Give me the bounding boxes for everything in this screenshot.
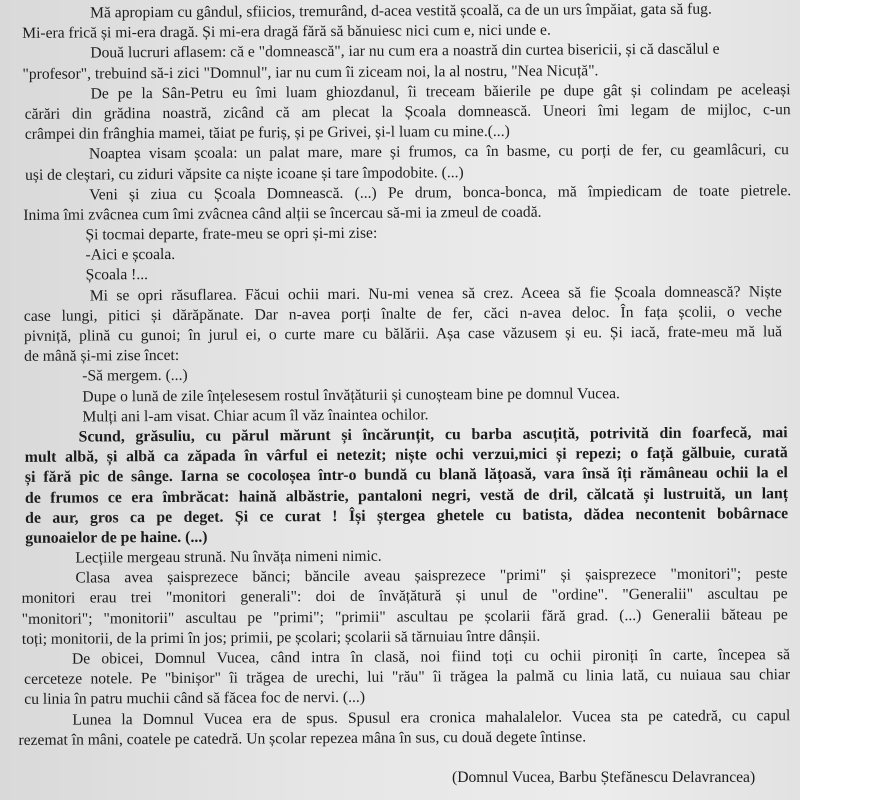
text-line: și fără pic de sânge. Iarna se cocoloșea într-o bundă cu blană lățoasă, vara însă îți rămâneau ochii la el — [24, 464, 788, 487]
text-line: cărări din grădina noastră, zicând că am plecat la Școala domnească. Uneori îmi legam de mijloc, c-un — [24, 101, 791, 123]
text-line: Noaptea visam școala: un palat mare, mare și frumos, ca în basme, cu porți de fer, cu geamlâcuri, cu — [88, 141, 789, 163]
text-line: Mă apropiam cu gândul, sfiicios, tremurând, d-acea vestită școală, ca de un urs împăiat, gata să fug. — [90, 0, 712, 22]
text-line: Mi se opri răsuflarea. Făcui ochii mari. Nu-mi venea să crez. Aceea să fie Școala domnească? Niște — [89, 282, 782, 305]
text-line: "monitori"; "monitorii" ascultau pe "primi"; "primii" ascultau pe școlarii fără grad. (...) Generalii băteau pe — [21, 605, 788, 628]
text-line: Mi-era frică și mi-era dragă. Și mi-era dragă fără să bănuiesc nici cum e, nici unde e. — [22, 21, 551, 43]
text-line: De pe la Sân-Petru eu îmi luam ghiozdanul, îi treceam băierile pe dupe gât și colindam pe aceleași — [90, 80, 791, 103]
text-line: crâmpei din frânghia mamei, tăiat pe furiș, și pe Grivei, și-l luam cu mine.(...) — [24, 123, 510, 143]
text-line: Mulți ani l-am visat. Chiar acum îl văz înaintea ochilor. — [82, 406, 429, 426]
text-line: -Aici e școala. — [85, 246, 176, 264]
text-line: Scund, grăsuliu, cu părul mărunt și încărunțit, cu barba ascuțită, potrivită din foarfecă, mai — [78, 424, 788, 446]
text-line: de frumos ce era îmbrăcat: haină albăstrie, pantaloni negri, vestă de dril, călcată și lustruită, un lanț — [24, 484, 789, 507]
text-line: mult albă, și albă ca zăpada în vârful ei netezit; niște ochi verzui,mici și repezi; o față gălbuie, curată — [24, 444, 788, 466]
text-line: Și tocmai departe, frate-meu se opri și-mi zise: — [85, 224, 378, 244]
text-line: rezemat în mâni, coatele pe catedră. Un școlar repezea mâna în sus, cu două degete întinse. — [18, 728, 587, 749]
text-line: Veni și ziua cu Școala Domnească. (...) Pe drum, bonca-bonca, mă împiedicam de toate pietrele. — [89, 181, 792, 204]
text-line: pivniță, plină cu gunoi; în jurul ei, o curte mare cu bălării. Așa case văzusem și eu. Și iacă, frate-meu mă luă — [23, 323, 783, 345]
text-line: uși de cleștari, cu ziduri văpsite ca niște icoane și tare împodobite. (...) — [24, 163, 464, 184]
source-citation: (Domnul Vucea, Barbu Ștefănescu Delavrancea) — [452, 769, 756, 786]
text-line: cerceteze notele. Pe "binișor" îi trăgea de urechi, lui "rău" îi trăgea la palmă cu linia lată, cu nuiaua sau chiar — [24, 666, 791, 689]
text-line: "profesor", trebuind să-i zici "Domnul", iar nu cum îi ziceam noi, la al nostru, "Nea Nicuță". — [22, 61, 599, 83]
text-line: -Să mergem. (...) — [82, 367, 188, 385]
text-line: cu linia în patru muchii când să făcea foc de nervi. (...) — [24, 689, 366, 709]
text-line: gunoaielor de pe haine. (...) — [25, 528, 208, 547]
text-line: Inima îmi zvâcnea cum îmi zvâcnea când alții se încercau să-mi ia zmeul de coadă. — [23, 203, 542, 224]
text-line: Lecțiile mergeau strună. Nu învăța nimeni nimic. — [75, 547, 382, 567]
text-line: Lunea la Domnul Vucea era de spus. Spusul era cronica mahalalelor. Vucea sta pe catedră, cu capul — [72, 706, 791, 729]
text-line: Dupe o lună de zile înțelesesem rostul învățăturii și cunoșteam bine pe domnul Vucea. — [82, 384, 620, 406]
text-line: case lungi, pitici și dărăpănate. Dar n-avea porți înalte de fer, căci n-avea deloc. În fața școlii, o veche — [23, 303, 782, 325]
text-line: de mână și-mi zise încet: — [24, 347, 180, 366]
text-line: Două lucruri aflasem: că e "domnească", iar nu cum era a noastră din curtea bisericii, și că dascălul e — [90, 40, 720, 62]
text-line: de aur, gros ca pe deget. Și ce curat ! Își ștergea ghetele cu batista, dădea necontenit bobârnace — [25, 504, 789, 527]
text-line: Clasa avea șaisprezece bănci; băncile aveau șaisprezece "primi" și șaisprezece "monitori"; peste — [75, 565, 788, 587]
text-line: Școala !... — [85, 266, 149, 284]
text-line: monitori erau trei "monitori generali": doi de învățătură și unul de "ordine". "Generalii" ascultau pe — [21, 585, 788, 608]
text-line: toți; monitorii, de la primi în jos; primii, pe școlari; școlarii să tărnuiau între dânșii. — [21, 627, 541, 648]
text-line: De obicei, Domnul Vucea, când intra în clasă, noi fiind toți cu ochii pironiți în carte, începea să — [71, 646, 791, 668]
